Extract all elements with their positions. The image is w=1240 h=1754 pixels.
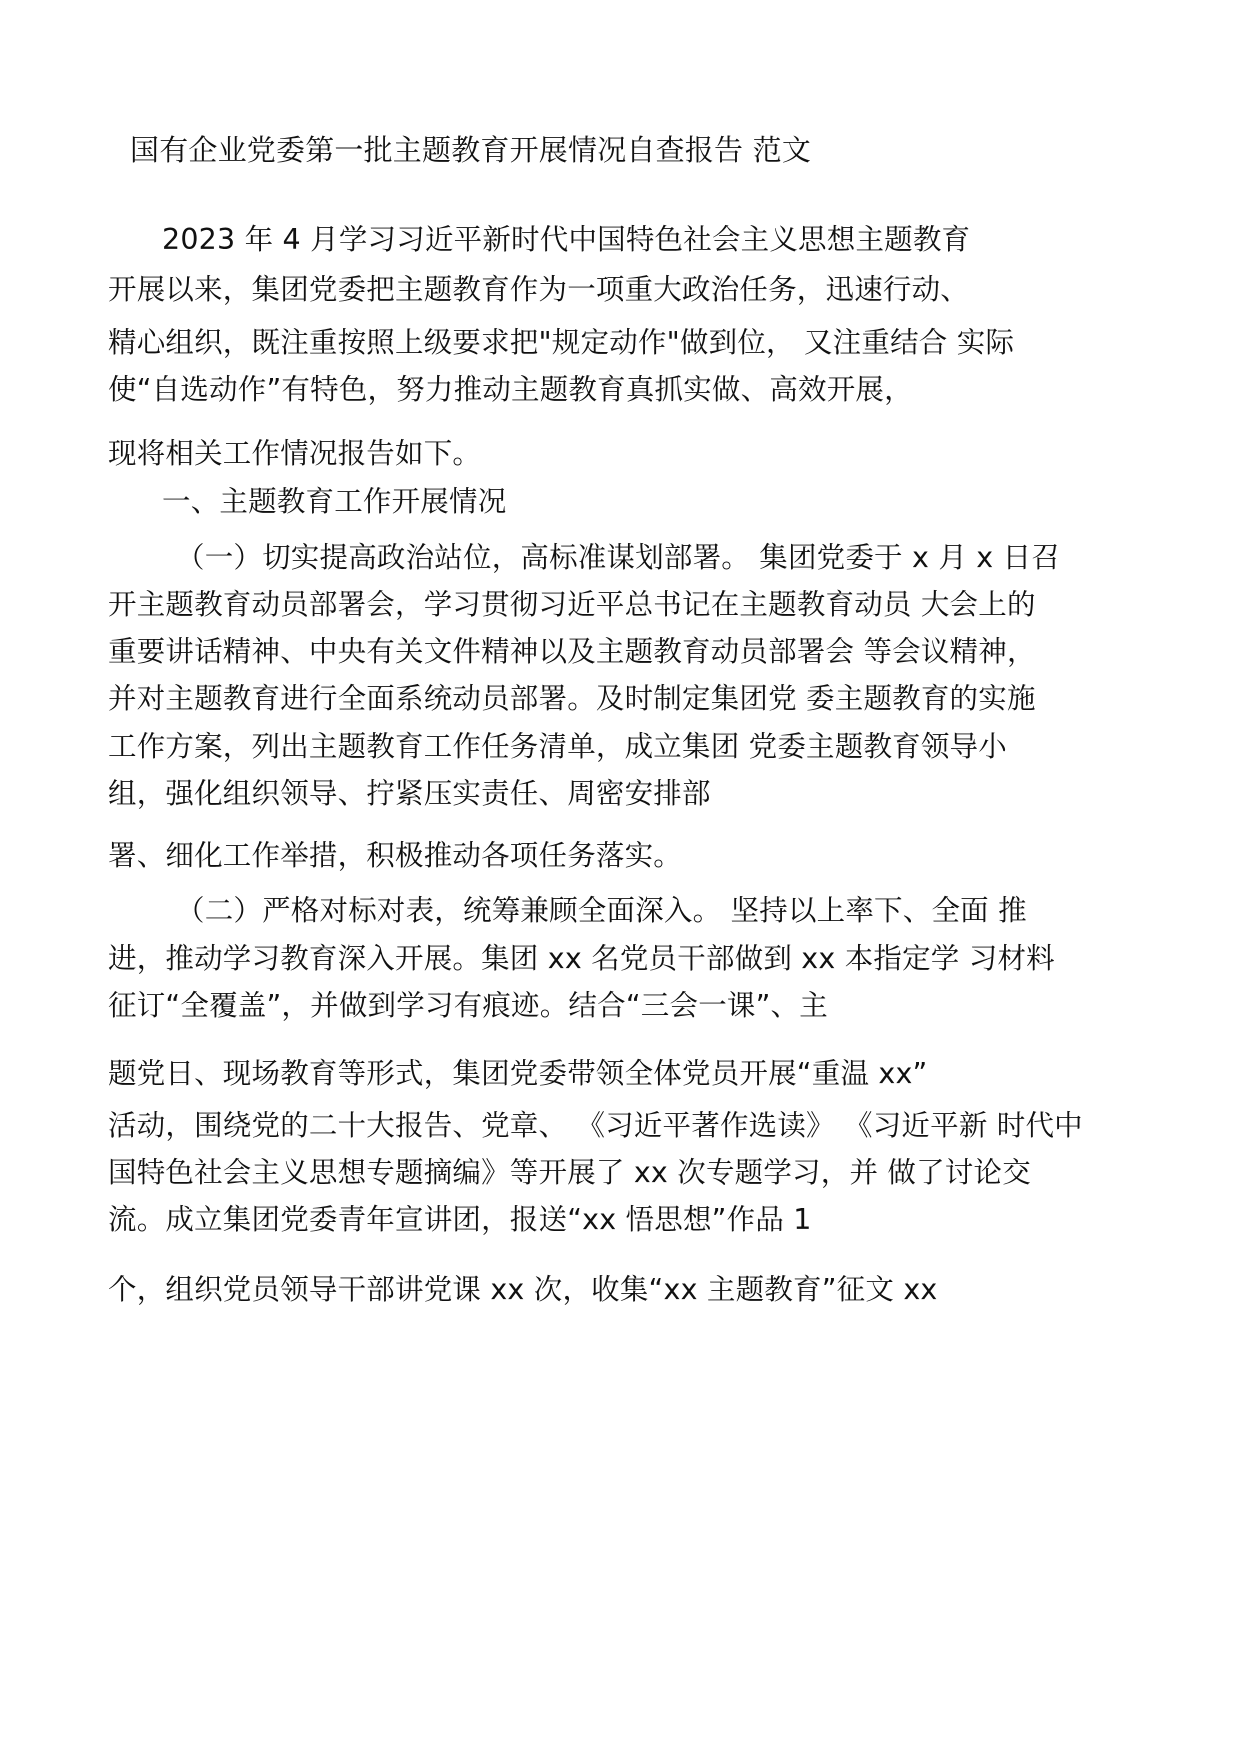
paragraph-line: 开主题教育动员部署会，学习贯彻习近平总书记在主题教育动员 大会上的 [108, 588, 1036, 621]
paragraph-line: 组，强化组织领导、拧紧压实责任、周密安排部 [108, 777, 711, 810]
paragraph-line: 现将相关工作情况报告如下。 [108, 437, 482, 470]
paragraph-line: 重要讲话精神、中央有关文件精神以及主题教育动员部署会 等会议精神， [108, 635, 1036, 668]
paragraph-line: 署、细化工作举措，积极推动各项任务落实。 [108, 839, 683, 872]
paragraph-line: 国特色社会主义思想专题摘编》等开展了 xx 次专题学习，并 做了讨论交 [108, 1156, 1031, 1189]
paragraph-line: 工作方案，列出主题教育工作任务清单，成立集团 党委主题教育领导小 [108, 730, 1007, 763]
paragraph-line: 2023 年 4 月学习习近平新时代中国特色社会主义思想主题教育 [162, 223, 971, 256]
paragraph-line: 进，推动学习教育深入开展。集团 xx 名党员干部做到 xx 本指定学 习材料 [108, 942, 1055, 975]
paragraph-line: 并对主题教育进行全面系统动员部署。及时制定集团党 委主题教育的实施 [108, 682, 1036, 715]
paragraph-line: 题党日、现场教育等形式，集团党委带领全体党员开展“重温 xx” [108, 1057, 928, 1090]
paragraph-line: 使“自选动作”有特色，努力推动主题教育真抓实做、高效开展， [108, 373, 913, 406]
paragraph-line: （一）切实提高政治站位，高标准谋划部署。 集团党委于 x 月 x 日召 [176, 541, 1061, 574]
document-title: 国有企业党委第一批主题教育开展情况自查报告 范文 [130, 133, 812, 167]
paragraph-line: 个，组织党员领导干部讲党课 xx 次，收集“xx 主题教育”征文 xx [108, 1273, 938, 1306]
paragraph-line: 精心组织，既注重按照上级要求把"规定动作"做到位， 又注重结合 实际 [108, 326, 1015, 359]
paragraph-line: （二）严格对标对表，统筹兼顾全面深入。 坚持以上率下、全面 推 [176, 894, 1027, 927]
paragraph-line: 活动，围绕党的二十大报告、党章、 《习近平著作选读》 《习近平新 时代中 [108, 1109, 1083, 1142]
paragraph-line: 征订“全覆盖”，并做到学习有痕迹。结合“三会一课”、主 [108, 989, 828, 1022]
paragraph-line: 开展以来，集团党委把主题教育作为一项重大政治任务，迅速行动、 [108, 273, 970, 306]
paragraph-line: 流。成立集团党委青年宣讲团，报送“xx 悟思想”作品 1 [108, 1203, 812, 1236]
section-heading: 一、主题教育工作开展情况 [162, 485, 507, 518]
